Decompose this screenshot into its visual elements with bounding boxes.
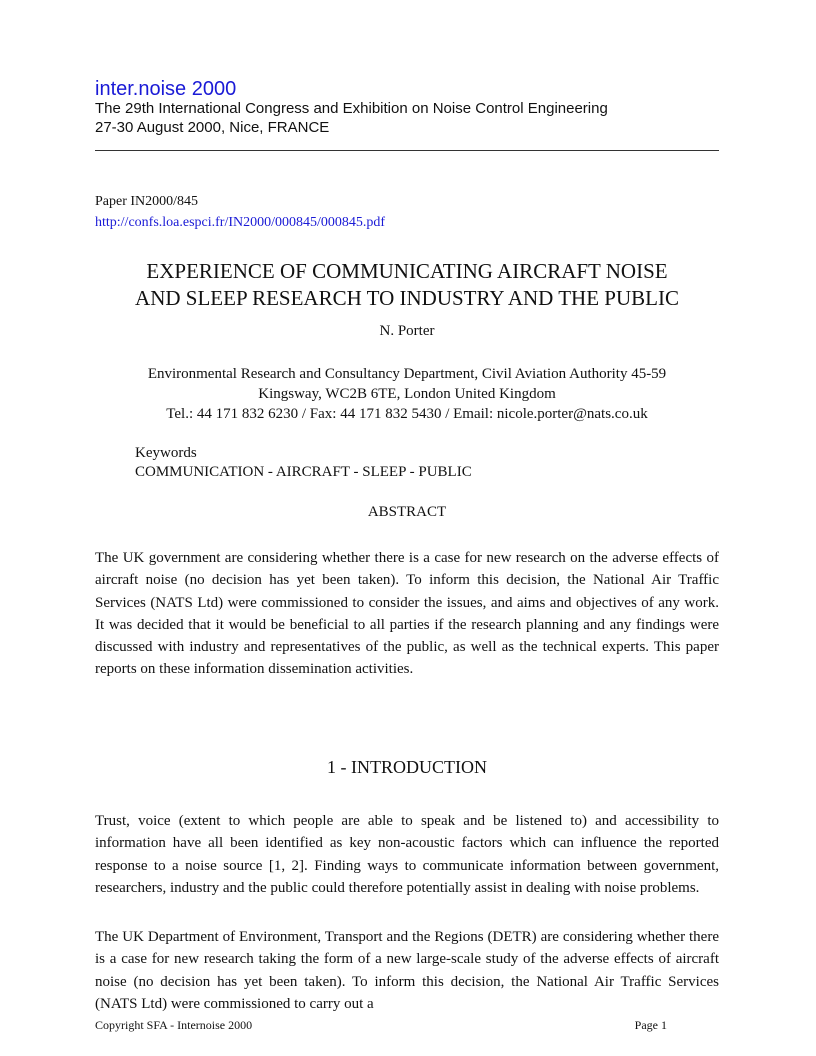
paper-title: [95, 258, 719, 312]
paper-title-line2: AND SLEEP RESEARCH TO INDUSTRY AND THE PUBLIC: [135, 286, 679, 310]
footer-page-number: Page 1: [634, 1018, 667, 1032]
intro-paragraph-2: The UK Department of Environment, Transport and the Regions (DETR) are considering whether there is a case for new research taking the form of a new large-scale study of the adverse effects of aircraft noise (no decision has yet been taken). To inform this decision, the National Air Traffic Services (NATS Ltd) were commissioned to carry out a: [95, 929, 719, 1012]
paper-id: Paper IN2000/845: [95, 194, 199, 209]
keywords-list: COMMUNICATION - AIRCRAFT - SLEEP - PUBLIC: [135, 464, 472, 480]
paper-title-line1: EXPERIENCE OF COMMUNICATING AIRCRAFT NOISE: [146, 259, 668, 283]
paper-page: [95, 0, 719, 1056]
author-contact: Tel.: 44 171 832 6230 / Fax: 44 171 832 5430 / Email: nicole.porter@nats.co.uk: [166, 406, 648, 422]
keywords-label: Keywords: [135, 445, 197, 461]
paper-author: N. Porter: [379, 323, 435, 339]
conference-full-name: The 29th International Congress and Exhibition on Noise Control Engineering: [95, 100, 608, 117]
author-affiliation: [95, 364, 719, 424]
affiliation-line2: Kingsway, WC2B 6TE, London United Kingdom: [258, 386, 556, 402]
intro-paragraph-1: Trust, voice (extent to which people are able to speak and be listened to) and accessibility to information have all been identified as key non-acoustic factors which can influence the reported response to a noise source [1, 2]. Finding ways to communicate information between government, researchers, industry and the public could therefore potentially assist in dealing with noise problems.: [95, 813, 719, 896]
section-heading-introduction: 1 - INTRODUCTION: [327, 757, 487, 777]
abstract-body: The UK government are considering whether there is a case for new research on the adverse effects of aircraft noise (no decision has yet been taken). To inform this decision, the National Air Traffic Services (NATS Ltd) were commissioned to consider the issues, and aims and objectives of any work. It was decided that it would be beneficial to all parties if the research planning and any findings were discussed with industry and representatives of the public, as well as the technical experts. This paper reports on these information dissemination activities.: [95, 550, 719, 678]
conference-dates-location: 27-30 August 2000, Nice, FRANCE: [95, 119, 330, 136]
abstract-heading: ABSTRACT: [367, 504, 447, 520]
affiliation-line1: Environmental Research and Consultancy Department, Civil Aviation Authority 45-59: [147, 366, 667, 382]
footer-copyright: Copyright SFA - Internoise 2000: [95, 1018, 253, 1032]
paper-url-link[interactable]: http://confs.loa.espci.fr/IN2000/000845/000845.pdf: [95, 215, 386, 230]
conference-name: inter.noise 2000: [95, 78, 237, 100]
header-divider: [95, 150, 719, 151]
